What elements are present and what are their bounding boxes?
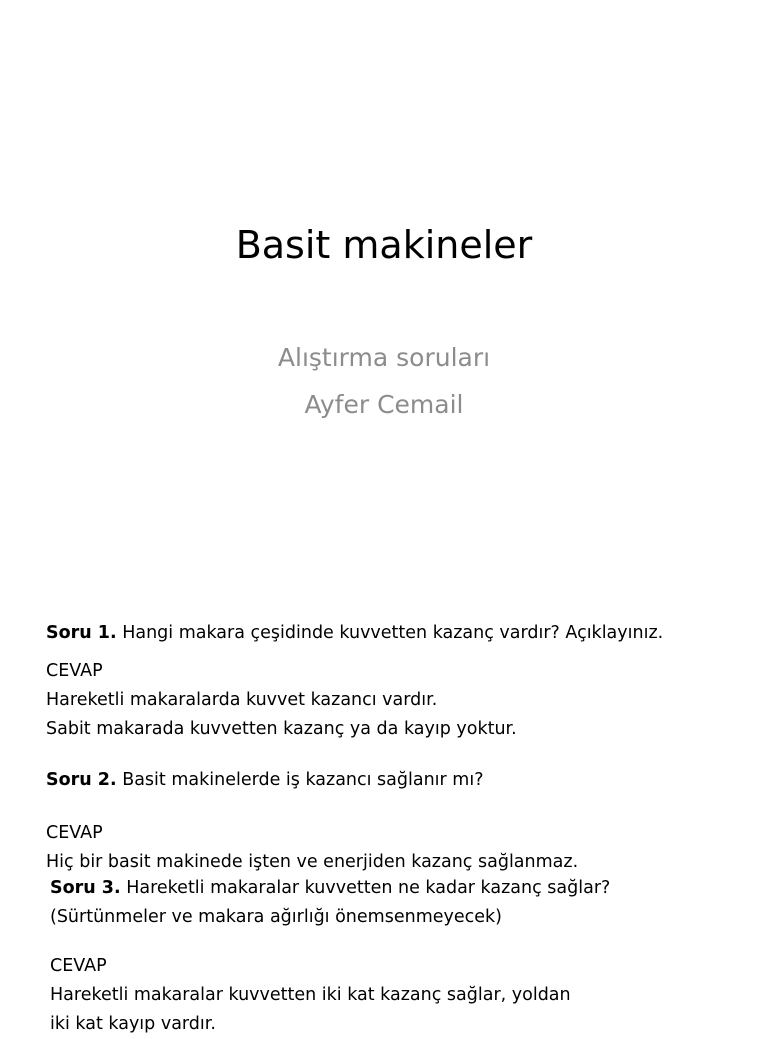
answer-1-label: CEVAP <box>46 661 103 681</box>
answer-2-label: CEVAP <box>46 823 103 843</box>
question-1 <box>46 619 663 648</box>
question-2-text: Basit makinelerde iş kazancı sağlanır mı? <box>116 770 484 790</box>
answer-1-line: Hareketli makaralarda kuvvet kazancı vardır. <box>46 690 438 710</box>
answer-1-line: Sabit makarada kuvvetten kazanç ya da kayıp yoktur. <box>46 719 517 739</box>
question-3-text: Hareketli makaralar kuvvetten ne kadar kazanç sağlar? <box>120 878 611 898</box>
question-3 <box>50 874 610 932</box>
question-2 <box>46 766 484 795</box>
subtitle-line: Alıştırma soruları <box>277 343 491 372</box>
slide-title: Basit makineler <box>235 223 533 267</box>
answer-3-label: CEVAP <box>50 956 107 976</box>
answer-2 <box>46 819 578 877</box>
answer-3-line: iki kat kayıp vardır. <box>50 1014 216 1034</box>
question-2-label: Soru 2. <box>46 770 117 790</box>
question-3-label: Soru 3. <box>50 878 121 898</box>
author-name: Ayfer Cemail <box>304 390 464 419</box>
answer-1 <box>46 657 517 744</box>
question-1-label: Soru 1. <box>46 623 117 643</box>
question-1-text: Hangi makara çeşidinde kuvvetten kazanç vardır? Açıklayınız. <box>116 623 664 643</box>
question-3-note: (Sürtünmeler ve makara ağırlığı önemsenmeyecek) <box>50 907 502 927</box>
slide-subtitle <box>0 334 768 428</box>
answer-3 <box>50 952 571 1039</box>
answer-3-line: Hareketli makaralar kuvvetten iki kat kazanç sağlar, yoldan <box>50 985 571 1005</box>
answer-2-line: Hiç bir basit makinede işten ve enerjiden kazanç sağlanmaz. <box>46 852 579 872</box>
